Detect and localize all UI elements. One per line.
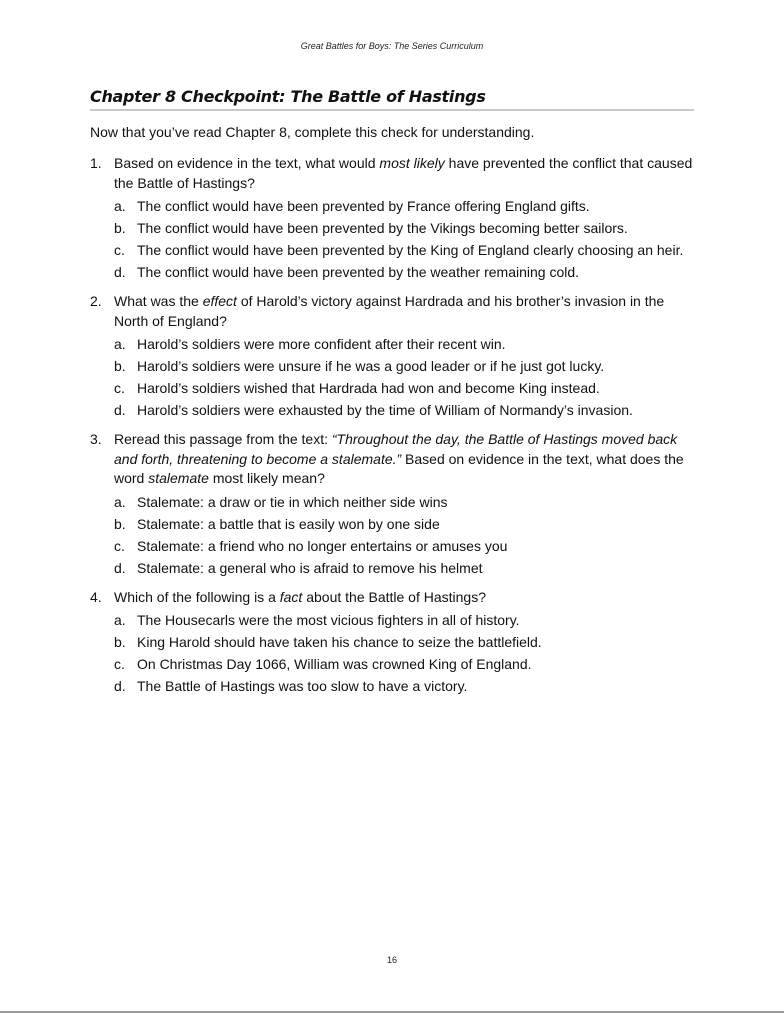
answer-option — [114, 399, 700, 421]
question-item — [90, 154, 700, 283]
question-number: 4. — [90, 588, 102, 605]
option-letter: c. — [114, 242, 125, 258]
question-item — [90, 588, 700, 698]
question-text: Reread this passage from the text: “Throughout the day, the Battle of Hastings moved back and forth, threatening to become a stalemate.” Based on evidence in the text, what does the word stalemate most likely mean? — [114, 431, 684, 486]
option-letter: d. — [114, 559, 126, 576]
option-text: The conflict would have been prevented by France offering England gifts. — [137, 198, 590, 214]
answer-options — [114, 609, 700, 697]
question-item — [90, 430, 700, 579]
answer-option — [114, 535, 700, 557]
answer-options — [114, 491, 700, 579]
option-letter: a. — [114, 493, 126, 510]
option-text: Harold’s soldiers were more confident after their recent win. — [137, 336, 506, 352]
question-text: What was the effect of Harold’s victory against Hardrada and his brother’s invasion in the North of England? — [114, 293, 665, 329]
option-text: Harold’s soldiers wished that Hardrada had won and become King instead. — [137, 380, 600, 396]
question-number: 1. — [90, 155, 102, 171]
option-text: King Harold should have taken his chance to seize the battlefield. — [137, 634, 542, 650]
option-letter: d. — [114, 264, 126, 280]
option-letter: b. — [114, 358, 126, 374]
option-letter: c. — [114, 380, 125, 396]
answer-option — [114, 355, 700, 377]
option-letter: b. — [114, 515, 126, 532]
answer-option — [114, 239, 700, 261]
option-text: Stalemate: a general who is afraid to remove his helmet — [137, 559, 483, 576]
answer-option — [114, 609, 700, 631]
option-text: Harold’s soldiers were exhausted by the time of William of Normandy’s invasion. — [137, 402, 633, 418]
answer-option — [114, 261, 700, 283]
option-text: The conflict would have been prevented by the King of England clearly choosing an heir. — [137, 242, 684, 258]
option-letter: b. — [114, 220, 126, 236]
answer-option — [114, 217, 700, 239]
page-title: Chapter 8 Checkpoint: The Battle of Hastings — [90, 87, 694, 111]
option-text: Stalemate: a battle that is easily won by one side — [137, 515, 440, 532]
running-header: Great Battles for Boys: The Series Curriculum — [300, 41, 484, 51]
answer-options — [114, 195, 700, 283]
answer-option — [114, 631, 700, 653]
option-text: Harold’s soldiers were unsure if he was a good leader or if he just got lucky. — [137, 358, 605, 374]
question-number: 2. — [90, 293, 102, 309]
answer-option — [114, 377, 700, 399]
option-text: The conflict would have been prevented by the Vikings becoming better sailors. — [137, 220, 628, 236]
question-item — [90, 292, 700, 421]
option-letter: a. — [114, 336, 126, 352]
bottom-divider — [0, 1011, 784, 1013]
answer-option — [114, 513, 700, 535]
answer-option — [114, 675, 700, 697]
option-text: On Christmas Day 1066, William was crowned King of England. — [137, 656, 532, 672]
option-text: The Housecarls were the most vicious fighters in all of history. — [137, 612, 520, 628]
question-number: 3. — [90, 431, 102, 447]
answer-option — [114, 491, 700, 513]
question-text: Which of the following is a fact about the Battle of Hastings? — [114, 588, 487, 605]
answer-option — [114, 653, 700, 675]
option-letter: d. — [114, 678, 126, 694]
option-letter: a. — [114, 612, 126, 628]
option-letter: a. — [114, 198, 126, 214]
question-text: Based on evidence in the text, what would most likely have prevented the conflict that caused the Battle of Hastings? — [114, 155, 693, 191]
question-list — [90, 154, 700, 706]
option-text: Stalemate: a friend who no longer entertains or amuses you — [137, 537, 508, 554]
option-letter: d. — [114, 402, 126, 418]
answer-option — [114, 333, 700, 355]
answer-options — [114, 333, 700, 421]
option-text: Stalemate: a draw or tie in which neither side wins — [137, 493, 448, 510]
intro-text: Now that you’ve read Chapter 8, complete this check for understanding. — [90, 124, 535, 140]
option-letter: c. — [114, 656, 125, 672]
option-text: The conflict would have been prevented by the weather remaining cold. — [137, 264, 580, 280]
answer-option — [114, 195, 700, 217]
page-number: 16 — [386, 955, 397, 965]
option-letter: c. — [114, 537, 125, 554]
option-letter: b. — [114, 634, 126, 650]
option-text: The Battle of Hastings was too slow to have a victory. — [137, 678, 468, 694]
answer-option — [114, 557, 700, 579]
